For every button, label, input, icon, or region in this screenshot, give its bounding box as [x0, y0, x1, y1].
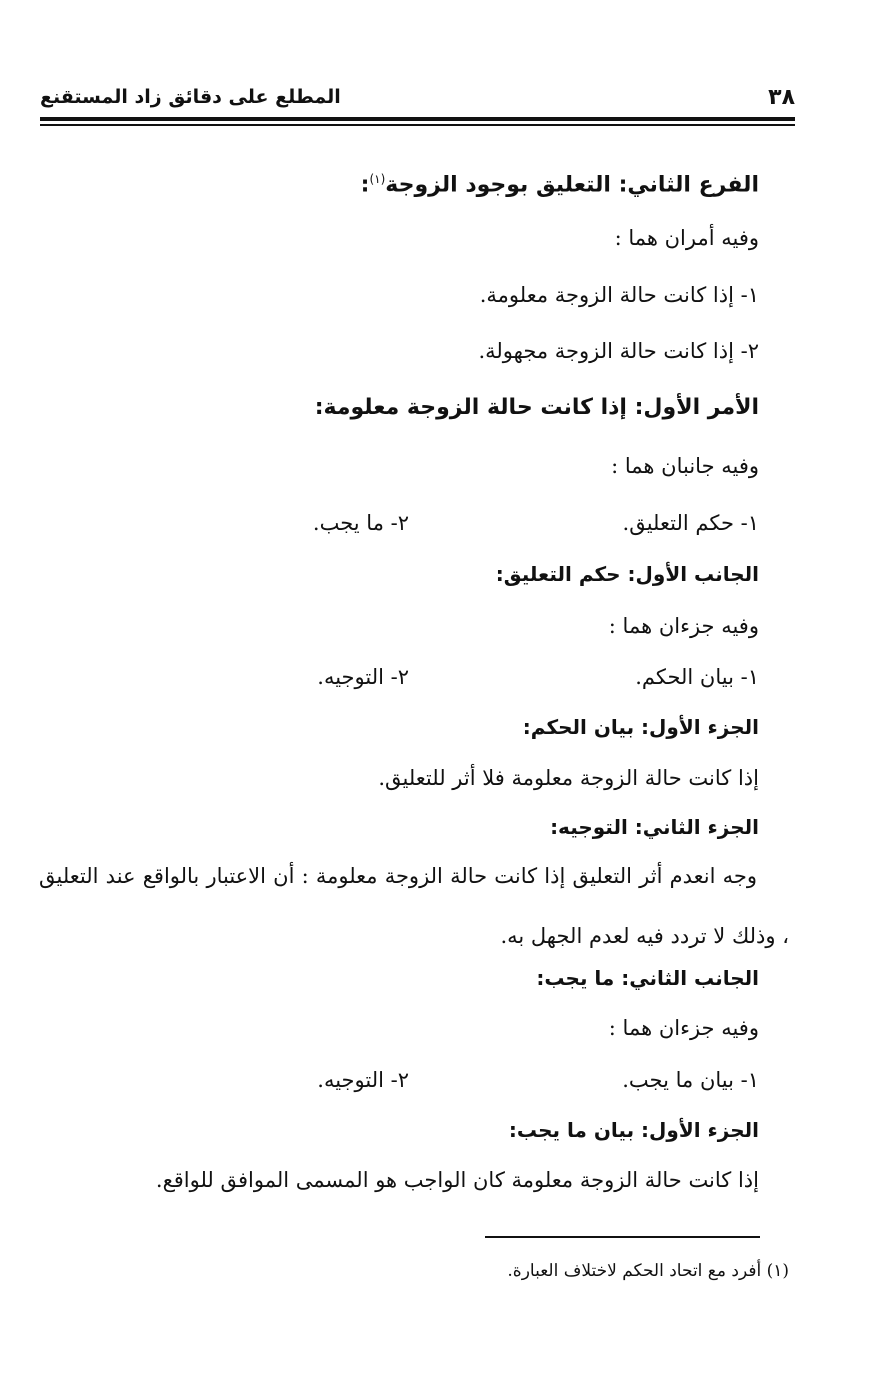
- side-two-item-1: ١- بيان ما يجب.: [622, 1068, 759, 1092]
- footnote-reference[interactable]: (١): [369, 172, 386, 186]
- side-one-part1-text: إذا كانت حالة الزوجة معلومة فلا أثر للتعليق.: [378, 766, 759, 790]
- section-heading: [361, 163, 759, 201]
- first-matter-item-1: ١- حكم التعليق.: [622, 511, 759, 535]
- side-one-part2-text: وجه انعدم أثر التعليق إذا كانت حالة الزوجة معلومة : أن الاعتبار بالواقع عند التعليق ، وذلك لا تردد فيه لعدم الجهل به.: [39, 864, 789, 948]
- footnote-text: (١) أفرد مع اتحاد الحكم لاختلاف العبارة.: [507, 1261, 789, 1281]
- header-rule-thin: [40, 124, 795, 126]
- section-intro: وفيه أمران هما :: [614, 226, 759, 250]
- page-number: ٣٨: [768, 84, 795, 110]
- side-two-intro: وفيه جزءان هما :: [608, 1016, 759, 1040]
- section-heading-text: الفرع الثاني: التعليق بوجود الزوجة: [385, 172, 759, 198]
- side-two-part1-heading: الجزء الأول: بيان ما يجب:: [508, 1118, 759, 1142]
- footnote-separator: [485, 1236, 760, 1238]
- first-matter-item-2: ٢- ما يجب.: [312, 511, 409, 535]
- side-one-part1-heading: الجزء الأول: بيان الحكم:: [522, 715, 759, 739]
- section-item-2: ٢- إذا كانت حالة الزوجة مجهولة.: [478, 339, 759, 363]
- side-two-heading: الجانب الثاني: ما يجب:: [536, 966, 759, 990]
- section-item-1: ١- إذا كانت حالة الزوجة معلومة.: [479, 283, 759, 307]
- running-header: [40, 80, 795, 114]
- first-matter-intro: وفيه جانبان هما :: [611, 454, 759, 478]
- side-one-item-2: ٢- التوجيه.: [317, 665, 409, 689]
- side-one-part2-heading: الجزء الثاني: التوجيه:: [550, 815, 759, 839]
- side-one-item-1: ١- بيان الحكم.: [635, 665, 759, 689]
- section-heading-colon: :: [360, 172, 370, 198]
- first-matter-heading: الأمر الأول: إذا كانت حالة الزوجة معلومة:: [314, 395, 759, 420]
- header-rule-thick: [40, 117, 795, 121]
- book-title: المطلع على دقائق زاد المستقنع: [40, 86, 341, 108]
- side-one-heading: الجانب الأول: حكم التعليق:: [495, 562, 759, 586]
- side-one-intro: وفيه جزءان هما :: [608, 614, 759, 638]
- side-two-item-2: ٢- التوجيه.: [317, 1068, 409, 1092]
- side-two-part1-text: إذا كانت حالة الزوجة معلومة كان الواجب هو المسمى الموافق للواقع.: [155, 1168, 759, 1192]
